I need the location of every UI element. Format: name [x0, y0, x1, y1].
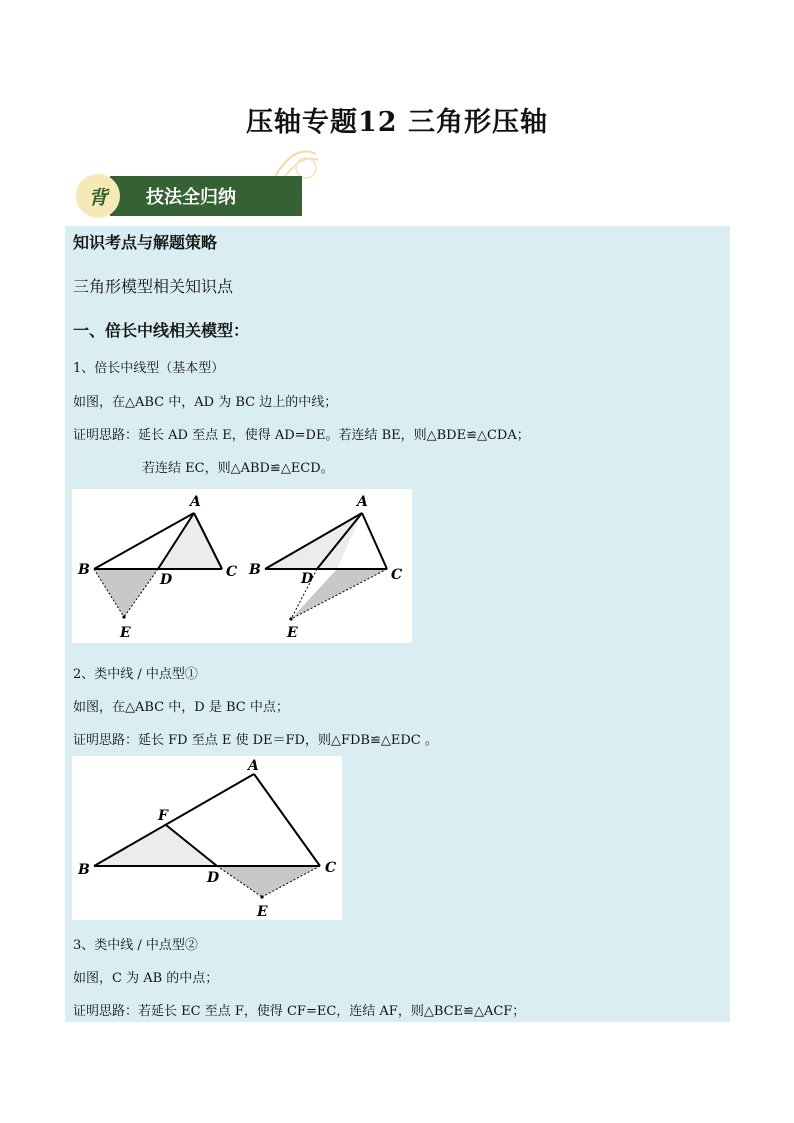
label-e: E [287, 625, 298, 641]
label-d: D [160, 572, 173, 588]
banner-label: 技法全归纳 [110, 176, 302, 216]
model-3-proof: 证明思路：若延长 EC 至点 F，使得 CF=EC，连结 AF，则△BCE≌△ACF； [73, 1004, 526, 1019]
label-c: C [226, 564, 238, 580]
section-subheading: 三角形模型相关知识点 [73, 277, 234, 296]
figure-2 [72, 756, 342, 920]
model-3-desc: 如图，C 为 AB 的中点； [73, 971, 219, 986]
model-1-title: 1、倍长中线型（基本型） [73, 361, 225, 376]
model-3-title: 3、类中线 / 中点型② [73, 938, 198, 953]
section-heading: 知识考点与解题策略 [73, 233, 218, 252]
label-d: D [207, 870, 220, 886]
section-banner [76, 174, 302, 218]
model-1-proof: 证明思路：延长 AD 至点 E，使得 AD=DE。若连结 BE，则△BDE≌△CDA； [73, 428, 530, 443]
label-b: B [249, 562, 261, 578]
model-2-desc: 如图，在△ABC 中，D 是 BC 中点； [73, 700, 289, 715]
label-a: A [248, 758, 259, 774]
model-1-proof-continued: 若连结 EC，则△ABD≌△ECD。 [142, 461, 334, 476]
figure-1 [72, 489, 412, 643]
label-d: D [301, 571, 314, 587]
label-c: C [391, 567, 403, 583]
label-c: C [325, 860, 337, 876]
model-2-proof: 证明思路：延长 FD 至点 E 使 DE＝FD，则△FDB≌△EDC 。 [73, 733, 438, 748]
content-panel [65, 226, 730, 1022]
label-e: E [120, 625, 131, 641]
part-title: 一、倍长中线相关模型： [73, 321, 250, 340]
model-2-title: 2、类中线 / 中点型① [73, 667, 198, 682]
banner-badge: 背 [76, 174, 120, 218]
label-b: B [78, 562, 90, 578]
label-e: E [257, 904, 268, 920]
page-title: 压轴专题12 三角形压轴 [246, 107, 548, 138]
label-f: F [158, 808, 168, 824]
model-1-desc: 如图，在△ABC 中，AD 为 BC 边上的中线； [73, 395, 338, 410]
label-a: A [190, 494, 201, 510]
label-b: B [78, 862, 90, 878]
label-a: A [357, 494, 368, 510]
